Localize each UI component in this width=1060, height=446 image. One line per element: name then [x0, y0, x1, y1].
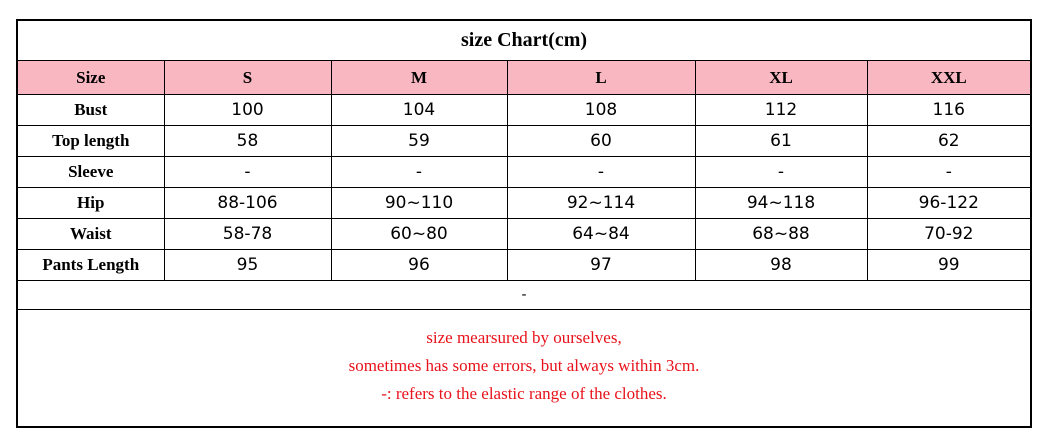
table-cell: 62 [867, 126, 1030, 157]
separator-cell: - [18, 281, 1030, 310]
table-cell: 112 [695, 95, 867, 126]
table-cell: 60~80 [331, 219, 507, 250]
table-cell: 58-78 [164, 219, 331, 250]
table-cell: 60 [507, 126, 695, 157]
table-cell: 61 [695, 126, 867, 157]
table-row [18, 188, 1030, 219]
table-cell: 58 [164, 126, 331, 157]
row-label: Bust [18, 95, 164, 126]
table-cell: 96-122 [867, 188, 1030, 219]
table-cell: 59 [331, 126, 507, 157]
table-row [18, 250, 1030, 281]
table-cell: 116 [867, 95, 1030, 126]
table-cell: 108 [507, 95, 695, 126]
table-cell: - [695, 157, 867, 188]
table-cell: 90~110 [331, 188, 507, 219]
row-label: Waist [18, 219, 164, 250]
table-cell: 68~88 [695, 219, 867, 250]
table-cell: - [164, 157, 331, 188]
table-row [18, 126, 1030, 157]
table-cell: 97 [507, 250, 695, 281]
note-line: sometimes has some errors, but always within 3cm. [348, 356, 700, 375]
table-cell: 92~114 [507, 188, 695, 219]
table-row [18, 95, 1030, 126]
note-line: -: refers to the elastic range of the clothes. [381, 384, 667, 403]
table-cell: 95 [164, 250, 331, 281]
header-m: M [331, 61, 507, 95]
table-cell: 96 [331, 250, 507, 281]
chart-title: size Chart(cm) [18, 21, 1030, 61]
size-chart [16, 19, 1032, 428]
table-cell: 94~118 [695, 188, 867, 219]
size-table [18, 21, 1030, 310]
header-xl: XL [695, 61, 867, 95]
table-cell: 64~84 [507, 219, 695, 250]
table-cell: 88-106 [164, 188, 331, 219]
table-cell: - [867, 157, 1030, 188]
notes [18, 310, 1030, 408]
table-cell: 70-92 [867, 219, 1030, 250]
table-row [18, 157, 1030, 188]
table-cell: - [331, 157, 507, 188]
row-label: Pants Length [18, 250, 164, 281]
header-row [18, 61, 1030, 95]
header-l: L [507, 61, 695, 95]
table-cell: 98 [695, 250, 867, 281]
table-cell: - [507, 157, 695, 188]
note-line: size mearsured by ourselves, [426, 328, 622, 347]
table-cell: 99 [867, 250, 1030, 281]
row-label: Top length [18, 126, 164, 157]
table-cell: 104 [331, 95, 507, 126]
table-row [18, 219, 1030, 250]
table-cell: 100 [164, 95, 331, 126]
row-label: Sleeve [18, 157, 164, 188]
header-s: S [164, 61, 331, 95]
row-label: Hip [18, 188, 164, 219]
header-xxl: XXL [867, 61, 1030, 95]
header-size: Size [18, 61, 164, 95]
